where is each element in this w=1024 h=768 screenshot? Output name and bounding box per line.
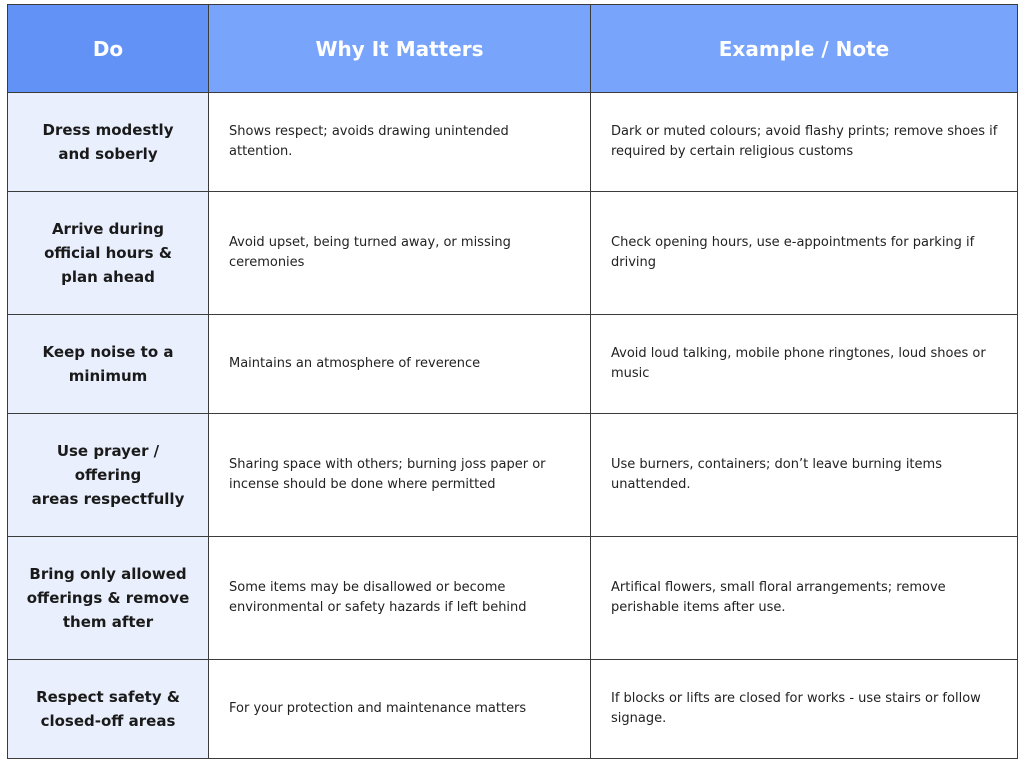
do-cell xyxy=(8,192,209,315)
example-cell: Check opening hours, use e-appointments for parking if driving xyxy=(591,192,1018,315)
etiquette-table xyxy=(7,4,1018,759)
why-cell: Some items may be disallowed or become environmental or safety hazards if left behind xyxy=(209,537,591,660)
header-row xyxy=(8,5,1018,93)
why-cell: Avoid upset, being turned away, or missing ceremonies xyxy=(209,192,591,315)
table-row xyxy=(8,93,1018,192)
example-cell: Avoid loud talking, mobile phone ringtones, loud shoes or music xyxy=(591,315,1018,414)
do-cell xyxy=(8,414,209,537)
do-line: closed-off areas xyxy=(40,712,176,730)
do-line: them after xyxy=(62,613,154,631)
do-cell xyxy=(8,93,209,192)
do-line: official hours & xyxy=(44,244,172,262)
table-row xyxy=(8,660,1018,759)
do-line: and soberly xyxy=(58,145,158,163)
do-line: plan ahead xyxy=(61,268,155,286)
do-line: minimum xyxy=(68,367,148,385)
do-line: Use prayer / xyxy=(56,442,160,460)
do-line: Respect safety & xyxy=(36,688,180,706)
column-header-why: Why It Matters xyxy=(209,5,591,93)
why-cell: For your protection and maintenance matters xyxy=(209,660,591,759)
do-line: areas respectfully xyxy=(31,490,185,508)
example-cell: Artifical flowers, small floral arrangements; remove perishable items after use. xyxy=(591,537,1018,660)
table-row xyxy=(8,414,1018,537)
table-row xyxy=(8,315,1018,414)
do-line: Arrive during xyxy=(51,220,165,238)
why-cell: Maintains an atmosphere of reverence xyxy=(209,315,591,414)
do-line: offering xyxy=(74,466,142,484)
why-cell: Shows respect; avoids drawing unintended attention. xyxy=(209,93,591,192)
do-line: offerings & remove xyxy=(26,589,190,607)
do-cell xyxy=(8,537,209,660)
do-line: Dress modestly xyxy=(42,121,174,139)
example-cell: Use burners, containers; don’t leave burning items unattended. xyxy=(591,414,1018,537)
do-line: Keep noise to a xyxy=(42,343,174,361)
do-cell xyxy=(8,660,209,759)
table-row xyxy=(8,192,1018,315)
why-cell: Sharing space with others; burning joss paper or incense should be done where permitted xyxy=(209,414,591,537)
example-cell: Dark or muted colours; avoid flashy prints; remove shoes if required by certain religious customs xyxy=(591,93,1018,192)
do-line: Bring only allowed xyxy=(29,565,187,583)
column-header-example: Example / Note xyxy=(591,5,1018,93)
column-header-do: Do xyxy=(8,5,209,93)
example-cell: If blocks or lifts are closed for works - use stairs or follow signage. xyxy=(591,660,1018,759)
do-cell xyxy=(8,315,209,414)
table-row xyxy=(8,537,1018,660)
